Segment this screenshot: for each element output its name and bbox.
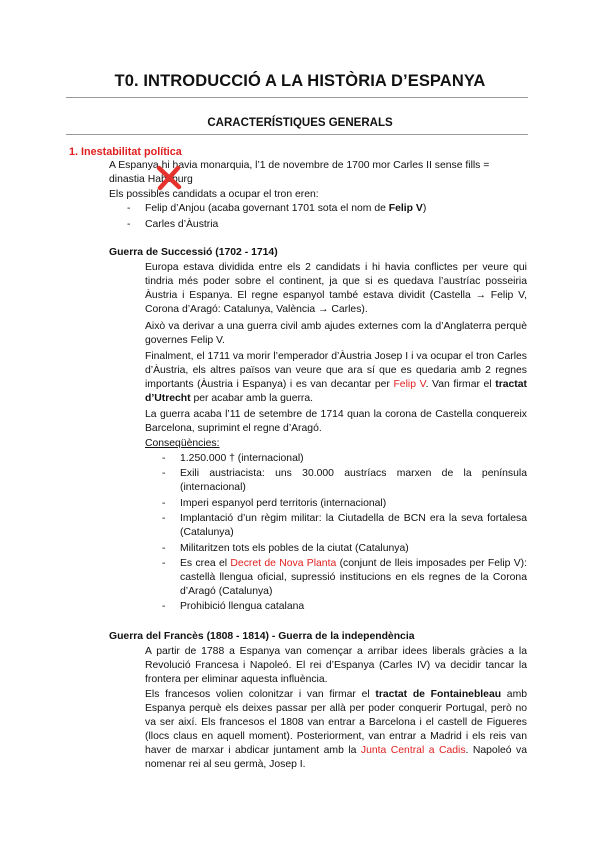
succession-paragraph-1: Europa estava dividida entre els 2 candidats i hi havia conflictes per veure qui tindria més poder sobre el continent, ja que si es quedava l’austríac posseiria Àustria i Espanya. El regne espanyol també estava dividit (Castella → Felip V, Corona d’Aragó: Catalunya, València → Carles). — [145, 262, 527, 315]
section-1-heading: 1. Inestabilitat política — [69, 146, 182, 158]
s1-paragraph-line-1: A Espanya hi havia monarquia, l’1 de novembre de 1700 mor Carles II sense fills = — [109, 160, 490, 171]
page-title: T0. INTRODUCCIÓ A LA HISTÒRIA D’ESPANYA — [114, 72, 486, 90]
s1-candidates-intro: Els possibles candidats a ocupar el tron eren: — [109, 189, 319, 200]
bullet-dash: - — [127, 203, 131, 214]
bullet-dash: - — [162, 558, 166, 569]
bullet-dash: - — [162, 601, 166, 612]
consequence-item: 1.250.000 † (internacional) — [180, 453, 304, 464]
bullet-dash: - — [162, 468, 166, 479]
consequence-item: Implantació d’un règim militar: la Ciutadella de BCN era la seva fortalesa (Catalunya) — [180, 513, 527, 538]
bullet-dash: - — [127, 219, 131, 230]
bullet-dash: - — [162, 513, 166, 524]
peninsular-paragraph-1: A partir de 1788 a Espanya van començar a arribar idees liberals gràcies a la Revolució Francesa i Napoleó. El rei d’Espanya (Carles IV) va decidir tancar la frontera per eliminar aquesta influència. — [145, 646, 527, 685]
bullet-dash: - — [162, 543, 166, 554]
section-subtitle: CARACTERÍSTIQUES GENERALS — [207, 117, 393, 129]
succession-paragraph-4: La guerra acaba l’11 de setembre de 1714 quan la corona de Castella conquereix Barcelona, suprimint el regne d’Aragó. — [145, 409, 527, 434]
consequence-item: Exili austriacista: uns 30.000 austríacs marxen de la península (internacional) — [180, 468, 527, 493]
bullet-dash: - — [162, 453, 166, 464]
peninsular-war-heading: Guerra del Francès (1808 - 1814) - Guerra de la independència — [109, 631, 415, 642]
s1-paragraph-line-2: dinastia Habsburg — [109, 174, 193, 185]
succession-paragraph-2: Això va derivar a una guerra civil amb ajudes externes com la d’Anglaterra perquè governes Felip V. — [145, 321, 527, 346]
consequence-item: Militaritzen tots els pobles de la ciutat (Catalunya) — [180, 543, 409, 554]
peninsular-paragraph-2: Els francesos volien colonitzar i van firmar el tractat de Fontainebleau amb Espanya perquè els deixes passar per allà per poder conquerir Portugal, però no va ser així. Els francesos el 1808 van entrar a Barcelona i el castell de Figueres (llocs claus en aquell moment). Posteriorment, van entrar a Madrid i els reis van haver de marxar i abdicar juntament amb la Junta Central a Cadis. Napoleó va nomenar rei al seu germà, Josep I. — [145, 689, 528, 770]
candidate-1: Felip d’Anjou (acaba governant 1701 sota el nom de Felip V) — [145, 203, 427, 214]
title-divider — [66, 97, 528, 98]
war-of-succession-heading: Guerra de Successió (1702 - 1714) — [109, 247, 278, 258]
consequence-item: Es crea el Decret de Nova Planta (conjunt de lleis imposades per Felip V): castellà llengua oficial, supressió institucions en els regnes de la Corona d’Aragó (Catalunya) — [180, 558, 528, 597]
bullet-dash: - — [162, 498, 166, 509]
consequence-item: Imperi espanyol perd territoris (internacional) — [180, 498, 387, 509]
subtitle-divider — [66, 134, 528, 135]
consequence-item: Prohibició llengua catalana — [180, 601, 305, 612]
succession-paragraph-3: Finalment, el 1711 va morir l’emperador d’Àustria Josep I i va ocupar el tron Carles d’Àustria, els altres països van veure que ara sí que es quedaria amb 2 regnes importants (Àustria i Espanya) i es van decantar per Felip V. Van firmar el tractat d’Utrecht per acabar amb la guerra. — [145, 351, 527, 404]
candidate-2: Carles d’Àustria — [145, 219, 219, 230]
consequences-heading: Conseqüències: — [145, 438, 220, 449]
